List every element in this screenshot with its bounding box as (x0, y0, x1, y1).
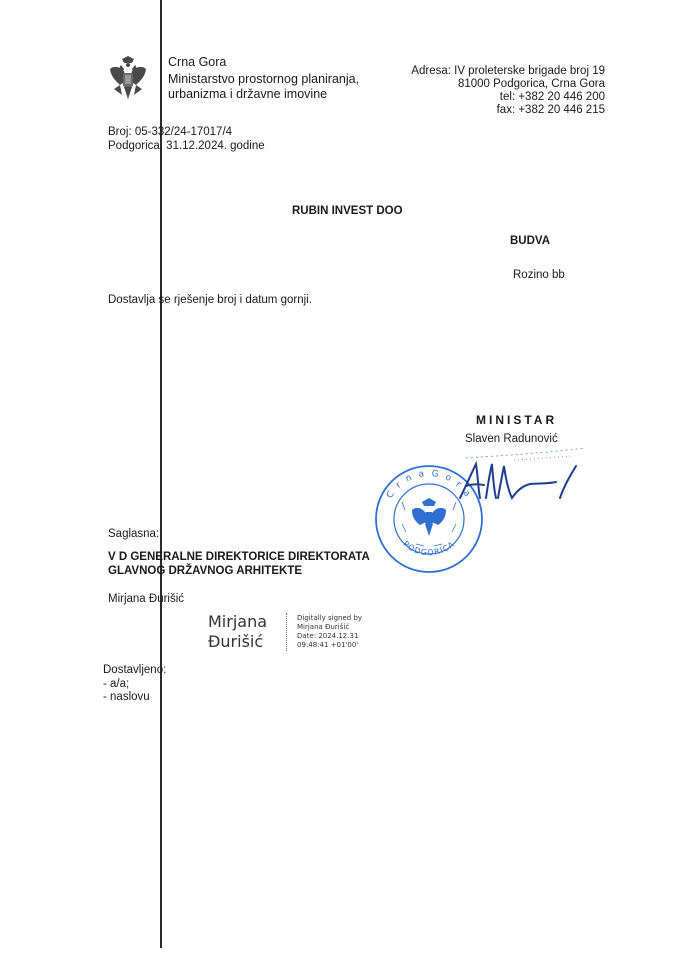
place-and-date: Podgorica, 31.12.2024. godine (108, 140, 265, 152)
document-number: Broj: 05-332/24-17017/4 (108, 126, 233, 138)
address-line1: Adresa: IV proleterske brigade broj 19 (411, 65, 605, 77)
coat-of-arms-emblem (106, 55, 150, 103)
digital-signature-info-line3: Date: 2024.12.31 (297, 632, 359, 640)
distribution-label: Dostavljeno: (103, 664, 167, 676)
approval-label: Saglasna: (108, 528, 160, 540)
fax-number: fax: +382 20 446 215 (496, 104, 605, 116)
body-text: Dostavlja se rješenje broj i datum gornji. (108, 294, 312, 306)
distribution-item: - naslovu (103, 691, 150, 703)
digital-signature-name-line2: Đurišić (208, 632, 264, 651)
svg-text:C r n a G o r a: C r n a G o r a (384, 468, 474, 501)
approver-name: Mirjana Đurišić (108, 593, 185, 605)
recipient-street: Rozino bb (513, 269, 565, 281)
svg-text:PODGORICA: PODGORICA (401, 539, 457, 558)
phone-number: tel: +382 20 446 200 (499, 91, 605, 103)
approval-title-line2: GLAVNOG DRŽAVNOG ARHITEKTE (108, 565, 303, 577)
minister-signature (452, 458, 584, 506)
recipient-name: RUBIN INVEST DOO (292, 205, 403, 217)
country-name: Crna Gora (168, 55, 227, 69)
address-line2: 81000 Podgorica, Crna Gora (457, 78, 605, 90)
distribution-item: - a/a; (103, 678, 130, 690)
digital-signature-name-line1: Mirjana (208, 612, 268, 631)
ministry-name-line2: urbanizma i državne imovine (168, 87, 328, 101)
minister-name: Slaven Radunović (465, 433, 558, 445)
approval-title-line1: V D GENERALNE DIREKTORICE DIREKTORATA (108, 551, 370, 563)
ministry-name-line1: Ministarstvo prostornog planiranja, (168, 72, 360, 86)
digital-signature-divider (286, 613, 288, 651)
recipient-city: BUDVA (510, 235, 551, 247)
minister-title: MINISTAR (476, 413, 558, 427)
digital-signature-info-line4: 09:48:41 +01'00' (297, 641, 359, 649)
digital-signature-info-line1: Digitally signed by (297, 614, 363, 622)
digital-signature-info-line2: Mirjana Đurišić (297, 623, 350, 631)
